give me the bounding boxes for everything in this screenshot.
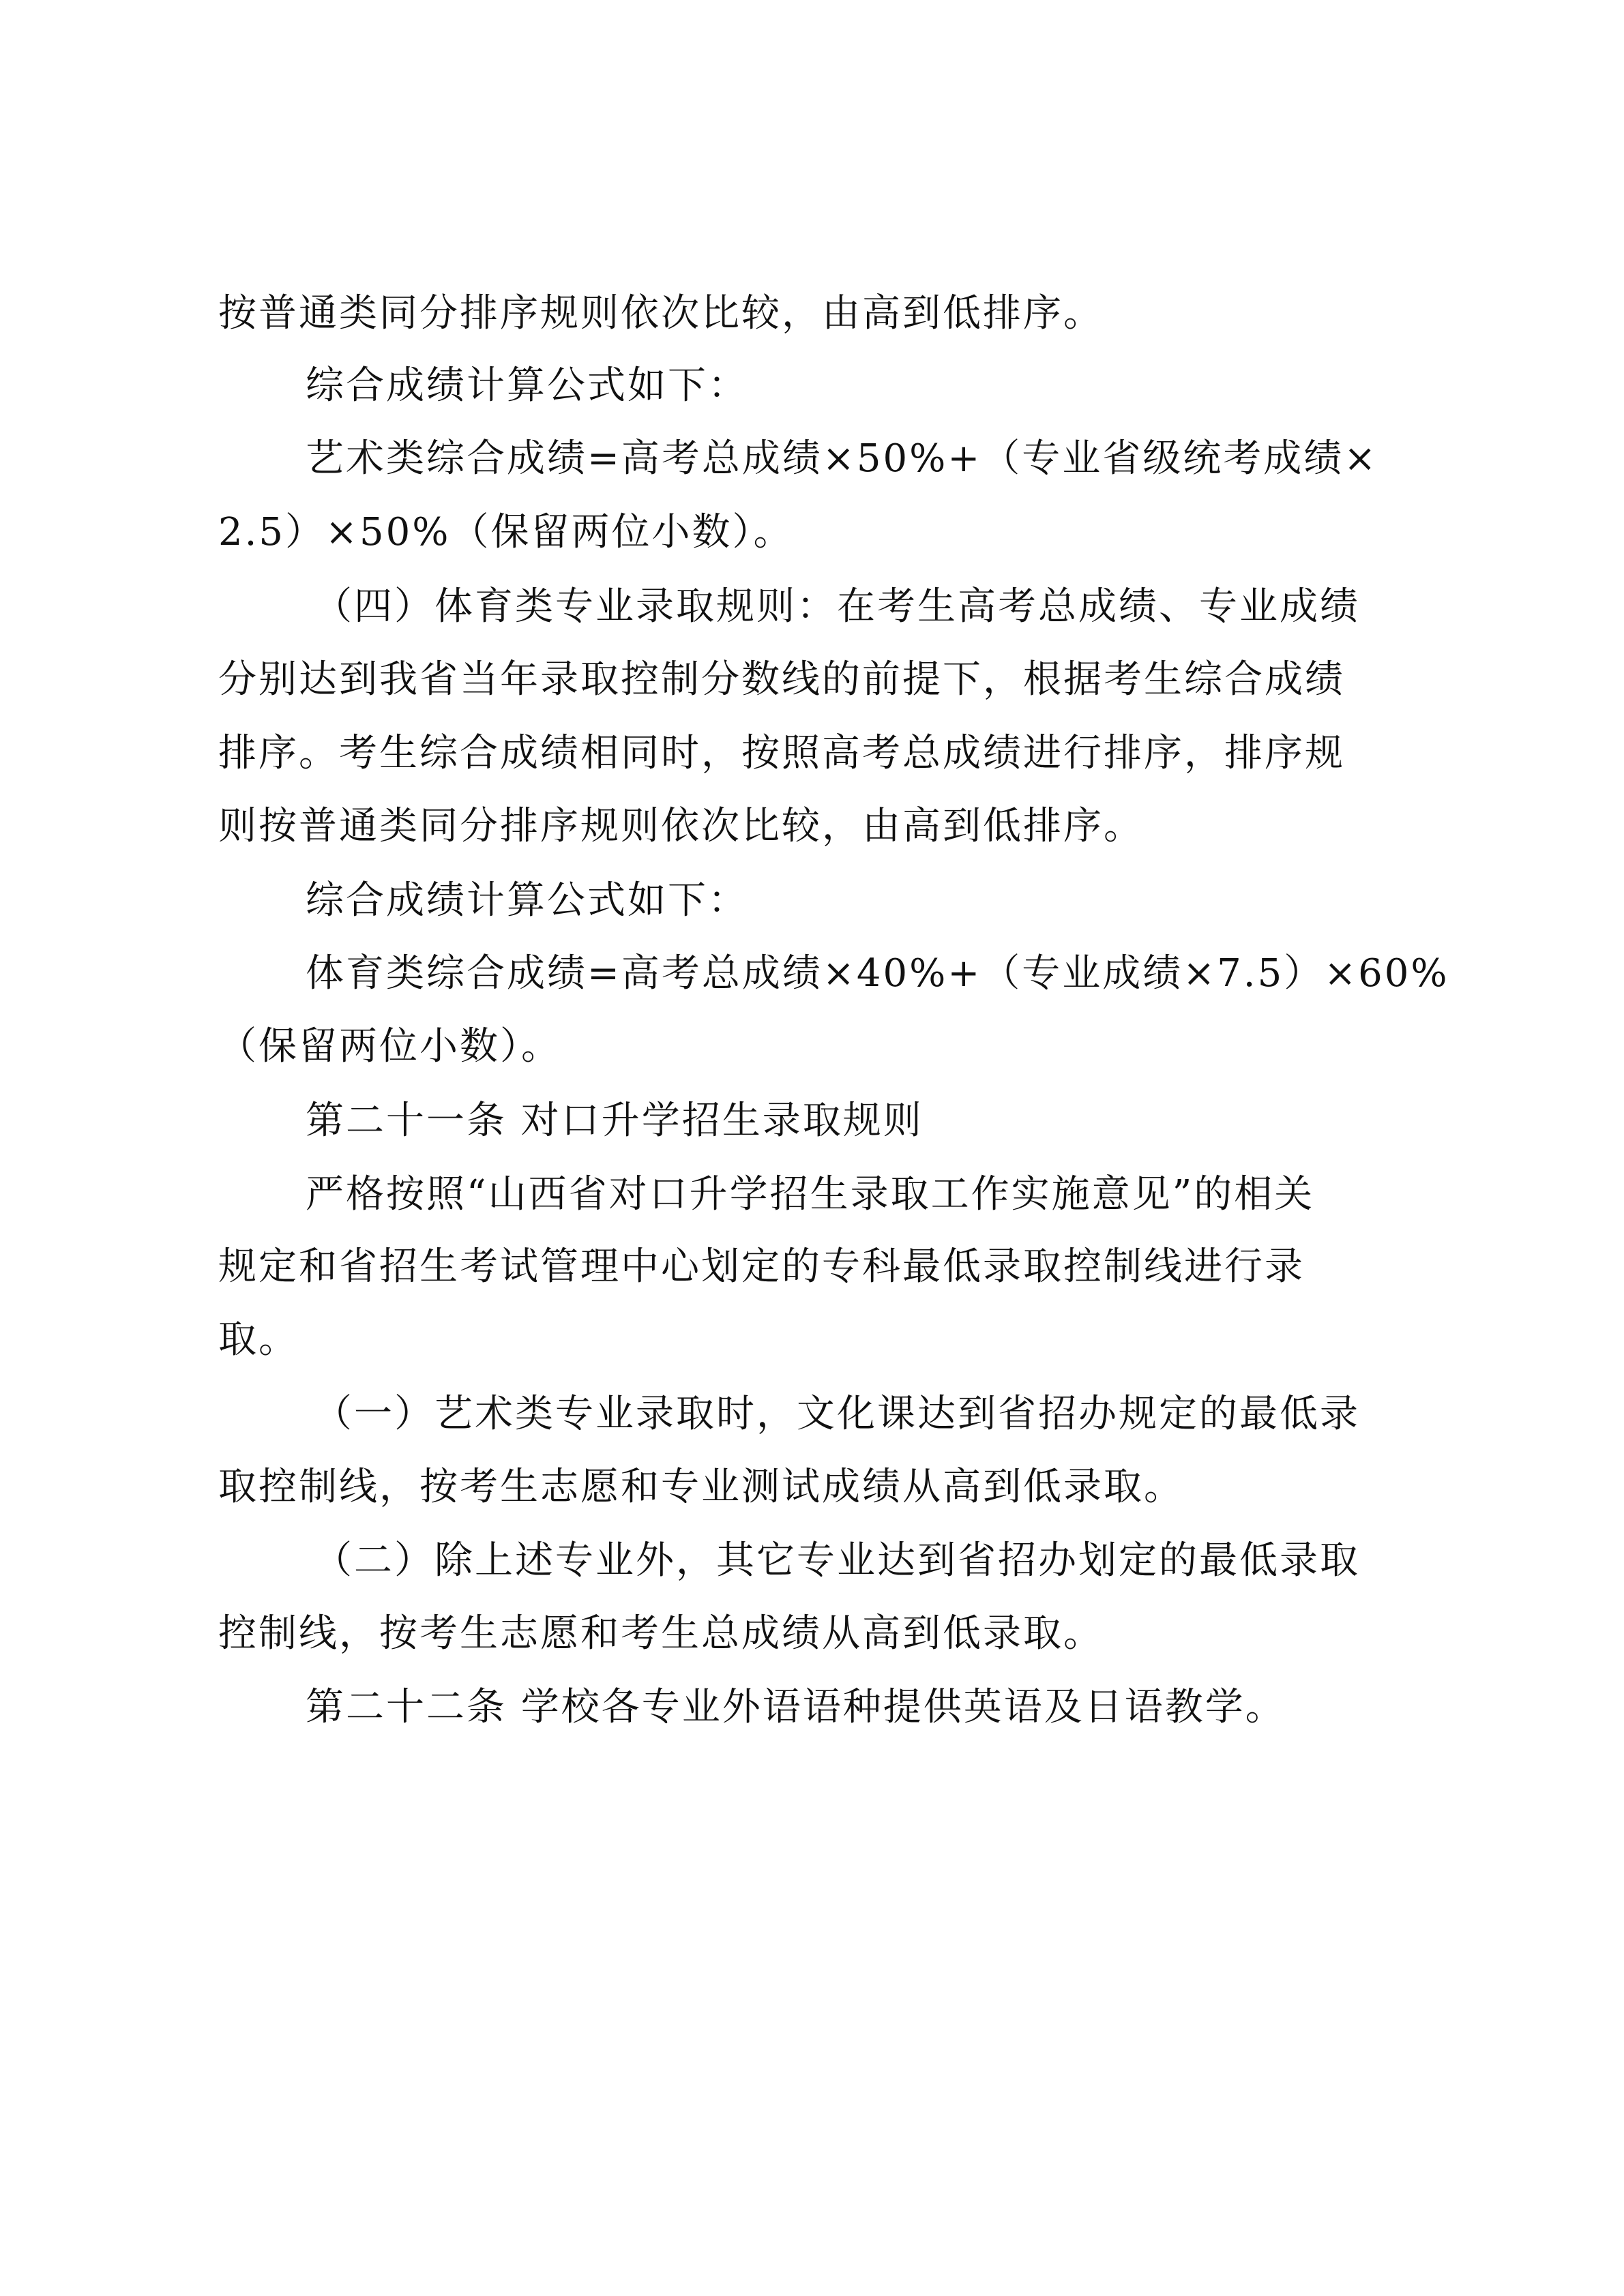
text-line: 控制线，按考生志愿和考生总成绩从高到低录取。 [218,1611,1104,1656]
section-heading: 第二十一条 对口升学招生录取规则 [306,1099,924,1143]
text-line: 取控制线，按考生志愿和专业测试成绩从高到低录取。 [218,1465,1184,1509]
text-line: （四）体育类专业录取规则：在考生高考总成绩、专业成绩 [314,584,1360,629]
text-line: 则按普通类同分排序规则依次比较，由高到低排序。 [218,804,1144,848]
text-line: 严格按照“山西省对口升学招生录取工作实施意见”的相关 [306,1172,1315,1217]
text-line: 综合成绩计算公式如下： [306,878,748,923]
text-line: 艺术类综合成绩=高考总成绩×50%+（专业省级统考成绩× [306,436,1378,481]
text-line: 体育类综合成绩=高考总成绩×40%+（专业成绩×7.5）×60% [306,951,1449,996]
text-line: 规定和省招生考试管理中心划定的专科最低录取控制线进行录 [218,1244,1305,1289]
text-line: 排序。考生综合成绩相同时，按照高考总成绩进行排序，排序规 [218,731,1345,775]
text-line: （一）艺术类专业录取时，文化课达到省招办规定的最低录 [314,1392,1360,1436]
text-line: 分别达到我省当年录取控制分数线的前提下，根据考生综合成绩 [218,657,1345,702]
text-line: （二）除上述专业外，其它专业达到省招办划定的最低录取 [314,1538,1360,1583]
text-line: 综合成绩计算公式如下： [306,363,748,408]
text-line: 2.5）×50%（保留两位小数）。 [218,510,794,554]
section-heading: 第二十二条 学校各专业外语语种提供英语及日语教学。 [306,1685,1286,1729]
text-line: （保留两位小数）。 [218,1024,561,1069]
text-line: 按普通类同分排序规则依次比较，由高到低排序。 [218,291,1104,336]
text-line: 取。 [218,1317,299,1362]
